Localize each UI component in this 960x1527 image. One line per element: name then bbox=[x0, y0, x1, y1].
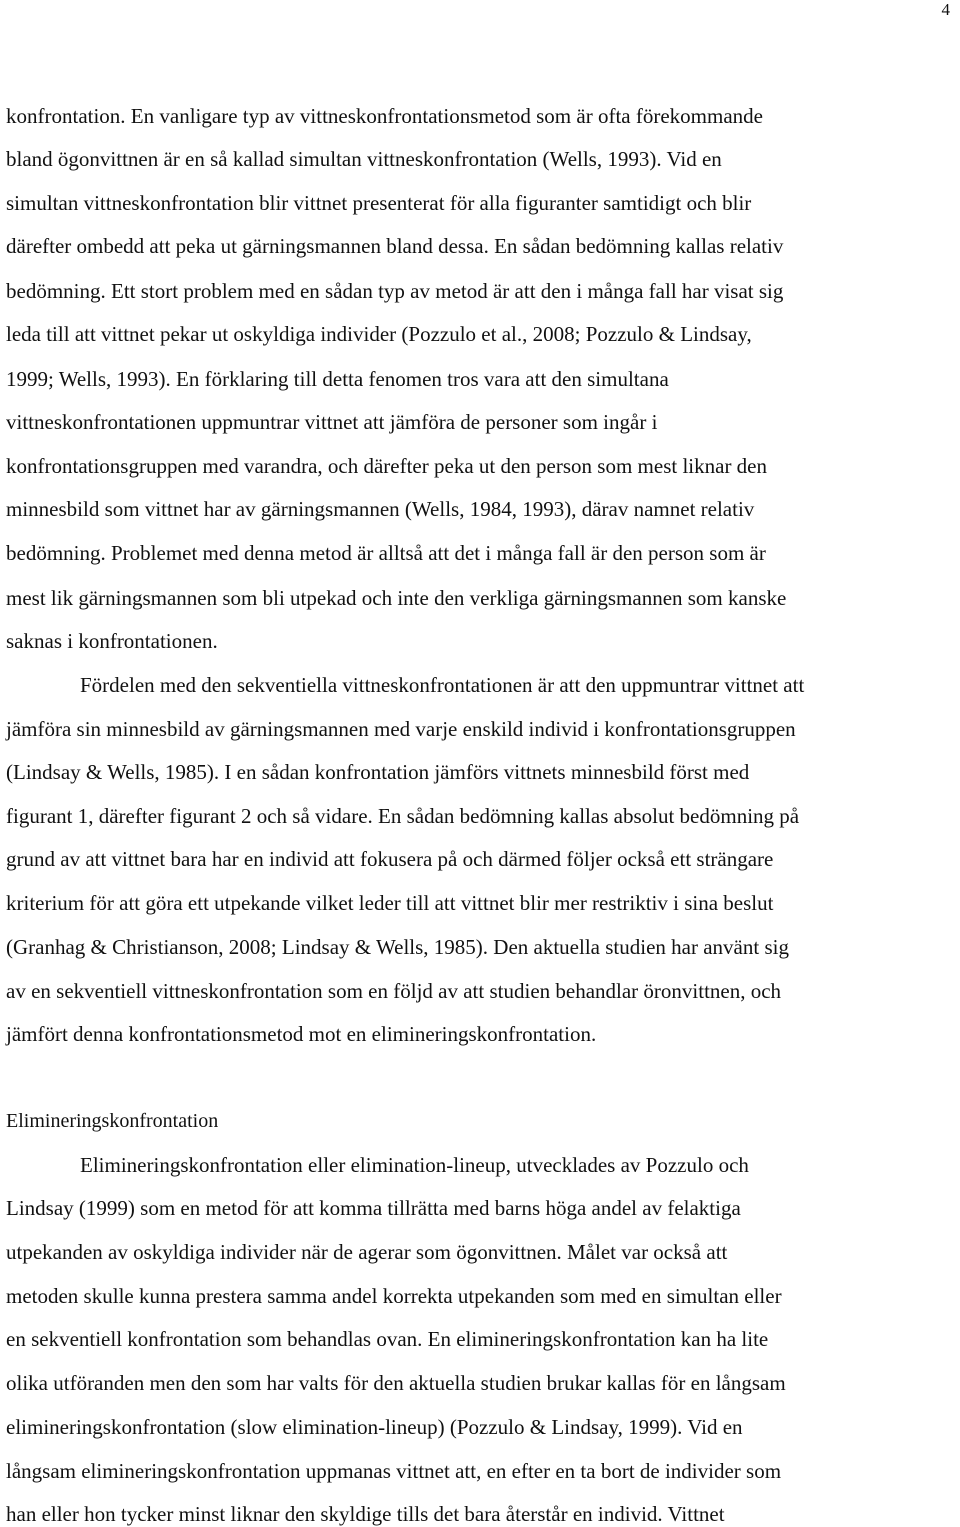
text-line: utpekanden av oskyldiga individer när de agerar som ögonvittnen. Målet var också att bbox=[6, 1240, 728, 1264]
text-line: bedömning. Ett stort problem med en sådan typ av metod är att den i många fall har visat sig bbox=[6, 279, 784, 303]
text-line: av en sekventiell vittneskonfrontation som en följd av att studien behandlar öronvittnen, och bbox=[6, 979, 782, 1003]
text-line: kriterium för att göra ett utpekande vilket leder till att vittnet blir mer restriktiv i sina beslut bbox=[6, 891, 774, 915]
text-line: vittneskonfrontationen uppmuntrar vittnet att jämföra de personer som ingår i bbox=[6, 410, 658, 434]
text-line: mest lik gärningsmannen som bli utpekad och inte den verkliga gärningsmannen som kanske bbox=[6, 586, 787, 610]
text-line: jämföra sin minnesbild av gärningsmannen med varje enskild individ i konfrontationsgruppen bbox=[6, 717, 796, 741]
text-line: konfrontationsgruppen med varandra, och därefter peka ut den person som mest liknar den bbox=[6, 454, 768, 478]
text-line: figurant 1, därefter figurant 2 och så vidare. En sådan bedömning kallas absolut bedömning på bbox=[6, 804, 800, 828]
text-line: simultan vittneskonfrontation blir vittnet presenterat för alla figuranter samtidigt och blir bbox=[6, 191, 752, 215]
text-line: bland ögonvittnen är en så kallad simultan vittneskonfrontation (Wells, 1993). Vid en bbox=[6, 147, 722, 171]
text-line: Lindsay (1999) som en metod för att komma tillrätta med barns höga andel av felaktiga bbox=[6, 1196, 741, 1220]
text-line: bedömning. Problemet med denna metod är alltså att det i många fall är den person som är bbox=[6, 541, 766, 565]
text-line: Elimineringskonfrontation eller elimination-lineup, utvecklades av Pozzulo och bbox=[80, 1153, 749, 1177]
text-line: Fördelen med den sekventiella vittneskonfrontationen är att den uppmuntrar vittnet att bbox=[80, 673, 805, 697]
text-line: han eller hon tycker minst liknar den skyldige tills det bara återstår en individ. Vittnet bbox=[6, 1502, 725, 1526]
text-line: metoden skulle kunna prestera samma andel korrekta utpekanden som med en simultan eller bbox=[6, 1284, 782, 1308]
text-line: grund av att vittnet bara har en individ att fokusera på och därmed följer också ett strängare bbox=[6, 847, 774, 871]
text-line: 1999; Wells, 1993). En förklaring till detta fenomen tros vara att den simultana bbox=[6, 367, 669, 391]
text-line: olika utföranden men den som har valts för den aktuella studien brukar kallas för en långsam bbox=[6, 1371, 786, 1395]
text-line: saknas i konfrontationen. bbox=[6, 629, 218, 653]
text-line: långsam elimineringskonfrontation uppmanas vittnet att, en efter en ta bort de individer som bbox=[6, 1459, 782, 1483]
text-line: jämfört denna konfrontationsmetod mot en elimineringskonfrontation. bbox=[6, 1022, 597, 1046]
text-line: leda till att vittnet pekar ut oskyldiga individer (Pozzulo et al., 2008; Pozzulo & Lindsay, bbox=[6, 322, 752, 346]
text-line: en sekventiell konfrontation som behandlas ovan. En elimineringskonfrontation kan ha lite bbox=[6, 1327, 769, 1351]
text-line: elimineringskonfrontation (slow elimination-lineup) (Pozzulo & Lindsay, 1999). Vid en bbox=[6, 1415, 743, 1439]
text-line: konfrontation. En vanligare typ av vittneskonfrontationsmetod som är ofta förekommande bbox=[6, 104, 763, 128]
page-number: 4 bbox=[941, 0, 950, 19]
text-line: minnesbild som vittnet har av gärningsmannen (Wells, 1984, 1993), därav namnet relativ bbox=[6, 497, 755, 521]
text-line: därefter ombedd att peka ut gärningsmannen bland dessa. En sådan bedömning kallas relativ bbox=[6, 234, 784, 258]
text-line: (Granhag & Christianson, 2008; Lindsay & Wells, 1985). Den aktuella studien har använt sig bbox=[6, 935, 789, 959]
section-heading: Elimineringskonfrontation bbox=[6, 1110, 219, 1132]
text-line: (Lindsay & Wells, 1985). I en sådan konfrontation jämförs vittnets minnesbild först med bbox=[6, 760, 750, 784]
